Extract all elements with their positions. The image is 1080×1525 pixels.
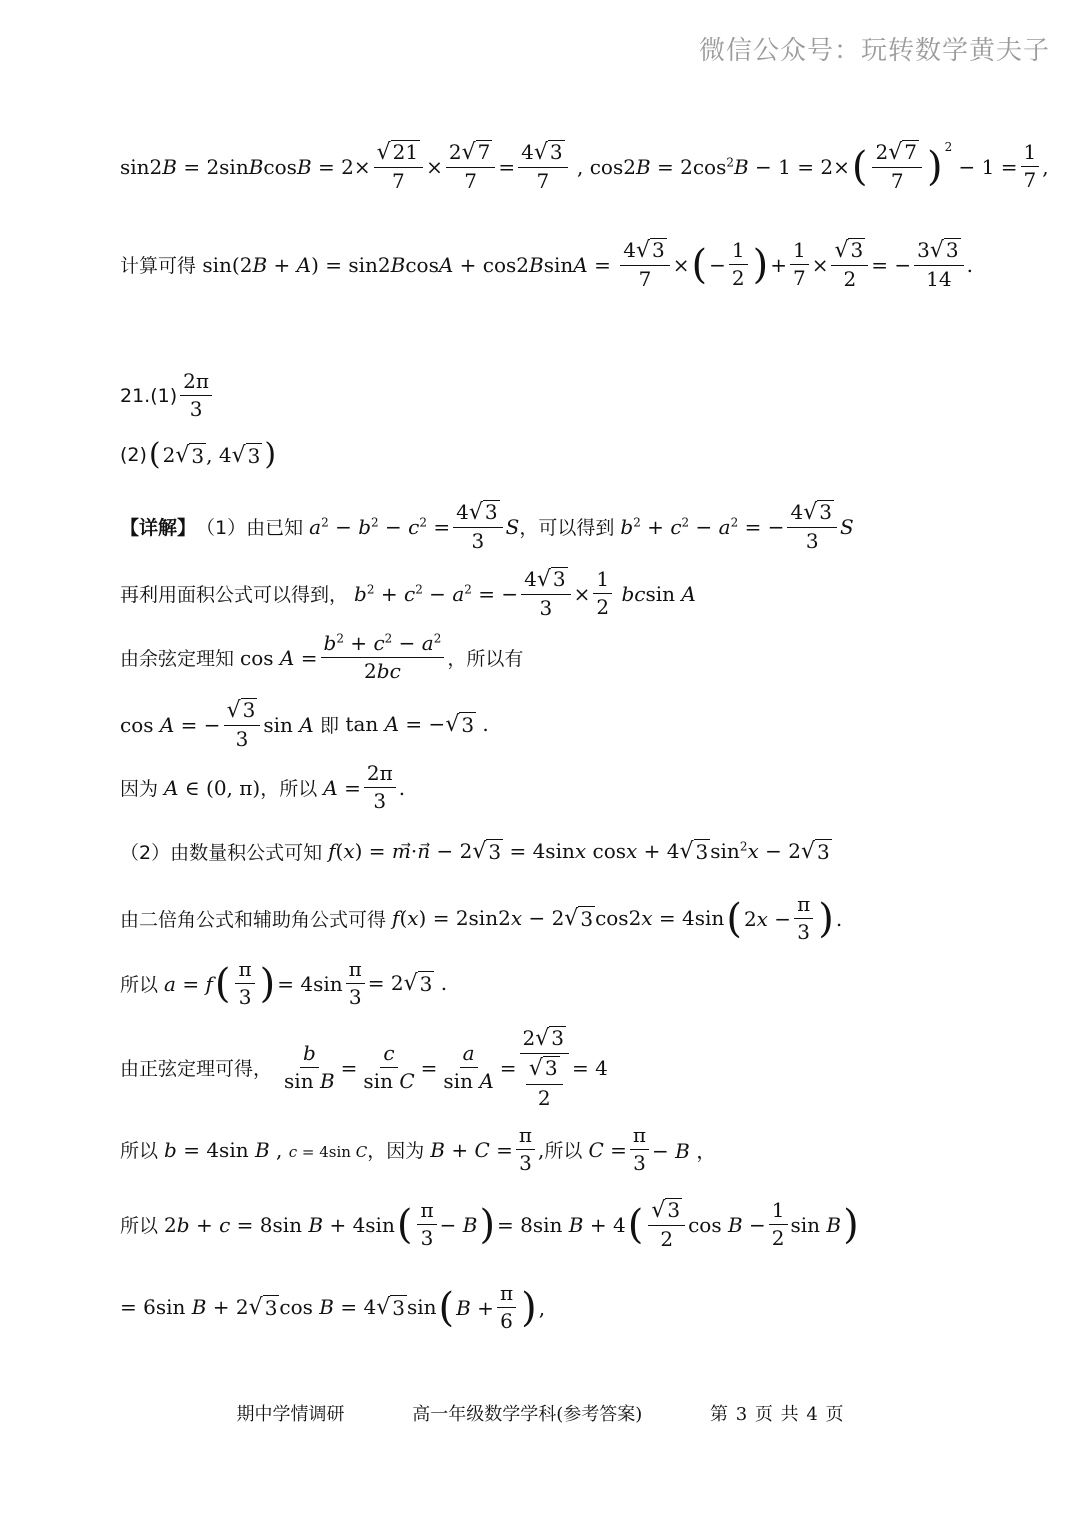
detail-line-1: 【详解】 （1）由已知 $a^2 - b^2 - c^2$ = 4 √ 3 3 S ，可以得到 $b^2 + c^2 - a^2$ = − 4 √ 3 3 S — [120, 500, 854, 554]
equation-line-2: 计算可得 sin(2B + A) = sin2BcosA + cos2BsinA = 4 √ 3 7 × ( − $\frac{1}{2}$ ) + $\frac{1}{7}$ × √ 3 2 = − 3 √ 3 14 . — [120, 238, 973, 292]
detail-line-10: 所以 b = 4sin B , c = 4sin C ，因为 B + C = $\frac{\pi}{3}$ , 所以 C = $\frac{\pi}{3}$ − B ， — [120, 1123, 717, 1175]
detail-line-5: 因为 A ∈ (0, π) ，所以 A = $\frac{2\pi}{3}$ . — [120, 761, 406, 813]
page-footer — [0, 1400, 1080, 1426]
detail-line-7: 由二倍角公式和辅助角公式可得 f(x) = 2sin2x − 2 √ 3 cos2x = 4sin ( 2x − $\frac{\pi}{3}$ ) . — [120, 892, 843, 944]
footer-left: 期中学情调研 — [236, 1404, 345, 1425]
detail-line-4: cos A = − √ 3 3 sin A 即 tan A = − √ 3 . — [120, 698, 489, 752]
footer-middle: 高一年级数学学科(参考答案) — [412, 1404, 643, 1425]
answer-21-1: 21.(1) $\frac{2\pi}{3}$ — [120, 370, 215, 421]
detail-line-12: = 6sin B + 2 √ 3 cos B = 4 √ 3 sin ( B + $\frac{\pi}{6}$ ) , — [120, 1281, 546, 1333]
detail-line-11: 所以 2b + c = 8sin B + 4sin ( $\frac{\pi}{3}$ − B ) = 8sin B + 4 ( √ 3 2 cos B − $\frac{1}{2}$ sin B ) — [120, 1198, 859, 1252]
answer-21-2: (2) ( 2 √ 3 , 4 √ 3 ) — [120, 437, 277, 472]
watermark: 微信公众号：玩转数学黄夫子 — [698, 36, 1050, 66]
footer-right: 第 3 页 共 4 页 — [710, 1404, 844, 1425]
equation-line-1: sin2B = 2sinBcosB = 2× √ 21 7 × 2 √ 7 7 = 4 √ 3 7 , $\cos 2B = 2\cos^2B - 1 = 2\times$ ( 2 √ 7 7 ) $^2$ − 1 = $\frac{1}{7}$ , — [120, 140, 1049, 194]
detail-line-8: 所以 a = f ( $\frac{\pi}{3}$ ) = 4sin $\frac{\pi}{3}$ = 2 √ 3 . — [120, 957, 448, 1009]
detail-line-6: （2）由数量积公式可知 f(x) = m⃗·n⃗ − 2 √ 3 = 4sinx cosx + 4 √ 3 $\sin^2x - 2$ √ 3 — [120, 839, 830, 864]
detail-line-9: 由正弦定理可得， $\frac{b}{\text{sin B}}$ = $\frac{c}{\text{sin C}}$ = $\frac{a}{\text{sin A}}$ = 2 √ 3 √ 3 2 = 4 — [120, 1026, 608, 1110]
detail-line-3: 由余弦定理知 cos A = $\frac{b^2 + c^2 - a^2}{2bc}$ ，所以有 — [120, 631, 524, 683]
detail-line-2: 再利用面积公式可以得到， $b^2 + c^2 - a^2$ = − 4 √ 3 3 × $\frac{1}{2}$ bcsin A — [120, 567, 696, 621]
